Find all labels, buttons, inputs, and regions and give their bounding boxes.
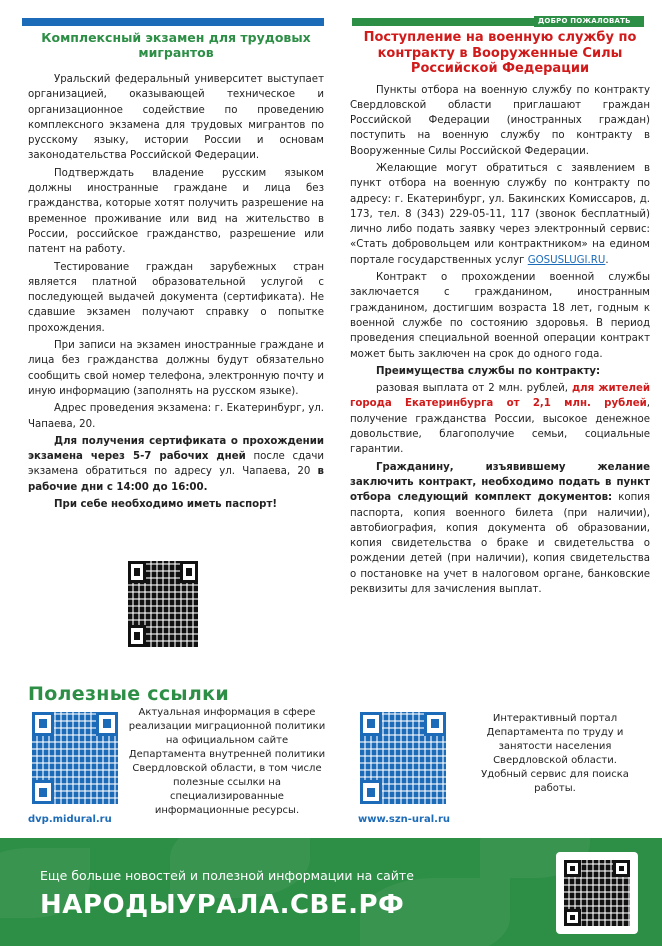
gosuslugi-link[interactable]: GOSUSLUGI.RU bbox=[527, 254, 606, 266]
dvp-description: Актуальная информация в сфере реализации миграционной политики на официальном сайте Департамента внутренней политики Свердловской области, в том числе полезные ссылки на специализированные информационные ресурсы. bbox=[128, 707, 326, 816]
military-title: Поступление на военную службу по контракту в Вооруженные Силы Российской Федерации bbox=[363, 30, 637, 76]
footer-site-link[interactable]: НАРОДЫУРАЛА.СВЕ.РФ bbox=[40, 890, 405, 920]
useful-links-title: Полезные ссылки bbox=[28, 683, 229, 705]
szn-qr-code[interactable] bbox=[360, 712, 446, 804]
szn-description: Интерактивный портал Департамента по труду и занятости населения Свердловской области. Удобный сервис для поиска работы. bbox=[481, 713, 629, 794]
dvp-qr-code[interactable] bbox=[32, 712, 118, 804]
green-stripe bbox=[352, 18, 534, 26]
footer-qr-code[interactable] bbox=[564, 860, 630, 926]
documents-title: Гражданину, изъявившему желание заключить контракт, необходимо подать в пункт отбора следующий комплект документов: bbox=[350, 461, 650, 504]
exam-paragraph-3: Тестирование граждан зарубежных стран является платной образовательной услугой с последующей выдачей документа (сертификата). Не сдавшие экзамен получают справку о попытке прохождения. bbox=[28, 261, 324, 334]
exam-paragraph-2: Подтверждать владение русским языком должны иностранные граждане и лица без гражданства, которые хотят получить разрешение на временное проживание или вид на жительство в России, российское гражданство, разрешение или патент на работу. bbox=[28, 167, 324, 256]
exam-certificate-hours: в рабочие дни с 14:00 до 16:00. bbox=[28, 466, 324, 493]
exam-passport-note: При себе необходимо иметь паспорт! bbox=[54, 499, 277, 511]
exam-address: Адрес проведения экзамена: г. Екатеринбург, ул. Чапаева, 20. bbox=[28, 403, 324, 430]
exam-qr-code[interactable] bbox=[128, 561, 198, 647]
military-paragraph-2-text: Желающие могут обратиться с заявлением в пункт отбора на военную службу по контракту по адресу: г. Екатеринбург, ул. Бакинских Комиссаров, д. 173, тел. 8 (343) 229-05-11, 117 (звонок бесплатный) лично либо подать заявку через электронный сервис: «Стать добровольцем или контрактником» на едином портале государственных услуг bbox=[350, 162, 650, 266]
military-paragraph-3: Контракт о прохождении военной службы заключается с гражданином, иностранным гражданином, достигшим возраста 18 лет, годным к военной службе по состоянию здоровья. В период проведения специальной военной операции контракт может быть заключен на срок до одного года. bbox=[350, 272, 650, 360]
footer-qr-frame bbox=[556, 852, 638, 934]
advantages-ekb-payment: для жителей города Екатеринбурга от 2,1 млн. рублей bbox=[350, 383, 650, 410]
exam-certificate-bold: Для получения сертификата о прохождении экзамена через 5-7 рабочих дней bbox=[28, 435, 324, 463]
exam-article bbox=[28, 30, 324, 512]
documents-list bbox=[350, 460, 650, 598]
blue-stripe bbox=[22, 18, 324, 26]
szn-link[interactable]: www.szn-ural.ru bbox=[358, 814, 450, 825]
military-article bbox=[350, 30, 650, 597]
footer-subtitle: Еще больше новостей и полезной информации на сайте bbox=[40, 868, 414, 883]
military-paragraph-2 bbox=[350, 161, 650, 268]
exam-paragraph-1: Уральский федеральный университет выступает организацией, оказывающей техническое и организационное содействие по проведению комплексного экзамена для трудовых мигрантов по русскому языку, истории России и основам законодательства Российской Федерации. bbox=[28, 74, 324, 162]
dvp-link[interactable]: dvp.midural.ru bbox=[28, 814, 112, 825]
exam-title: Комплексный экзамен для трудовых мигрантов bbox=[41, 30, 311, 60]
military-paragraph-2-end: . bbox=[605, 254, 609, 266]
advantages-title: Преимущества службы по контракту: bbox=[376, 365, 601, 377]
military-paragraph-1: Пункты отбора на военную службу по контракту Свердловской области приглашают граждан Российской Федерации (иностранных граждан) поступить на военную службу по контракту в Вооруженные Силы Российской Федерации. bbox=[350, 84, 650, 157]
exam-paragraph-4: При записи на экзамен иностранные граждане и лица без гражданства должны будут обязательно сообщить свой номер телефона, электронную почту и иную информацию (заполнять на русском языке). bbox=[28, 340, 324, 397]
exam-certificate-text: после сдачи экзамена обратиться по адресу ул. Чапаева, 20 bbox=[28, 451, 324, 478]
advantages-text bbox=[350, 381, 650, 457]
welcome-badge: ДОБРО ПОЖАЛОВАТЬ bbox=[534, 16, 644, 27]
advantages-payment: разовая выплата от 2 млн. рублей, bbox=[376, 383, 572, 395]
exam-certificate bbox=[28, 434, 324, 495]
documents-text: копия паспорта, копия военного билета (при наличии), автобиография, копия документа об образовании, копия свидетельства о браке и свидетельства о рождении детей (при наличии), копия свидетельства о постановке на учет в налоговом органе, банковские реквизиты для зачисления выплат. bbox=[350, 492, 650, 595]
footer-banner bbox=[0, 838, 662, 946]
advantages-rest: , получение гражданства России, высокое денежное довольствие, благополучие семьи, социальные гарантии. bbox=[350, 398, 650, 456]
